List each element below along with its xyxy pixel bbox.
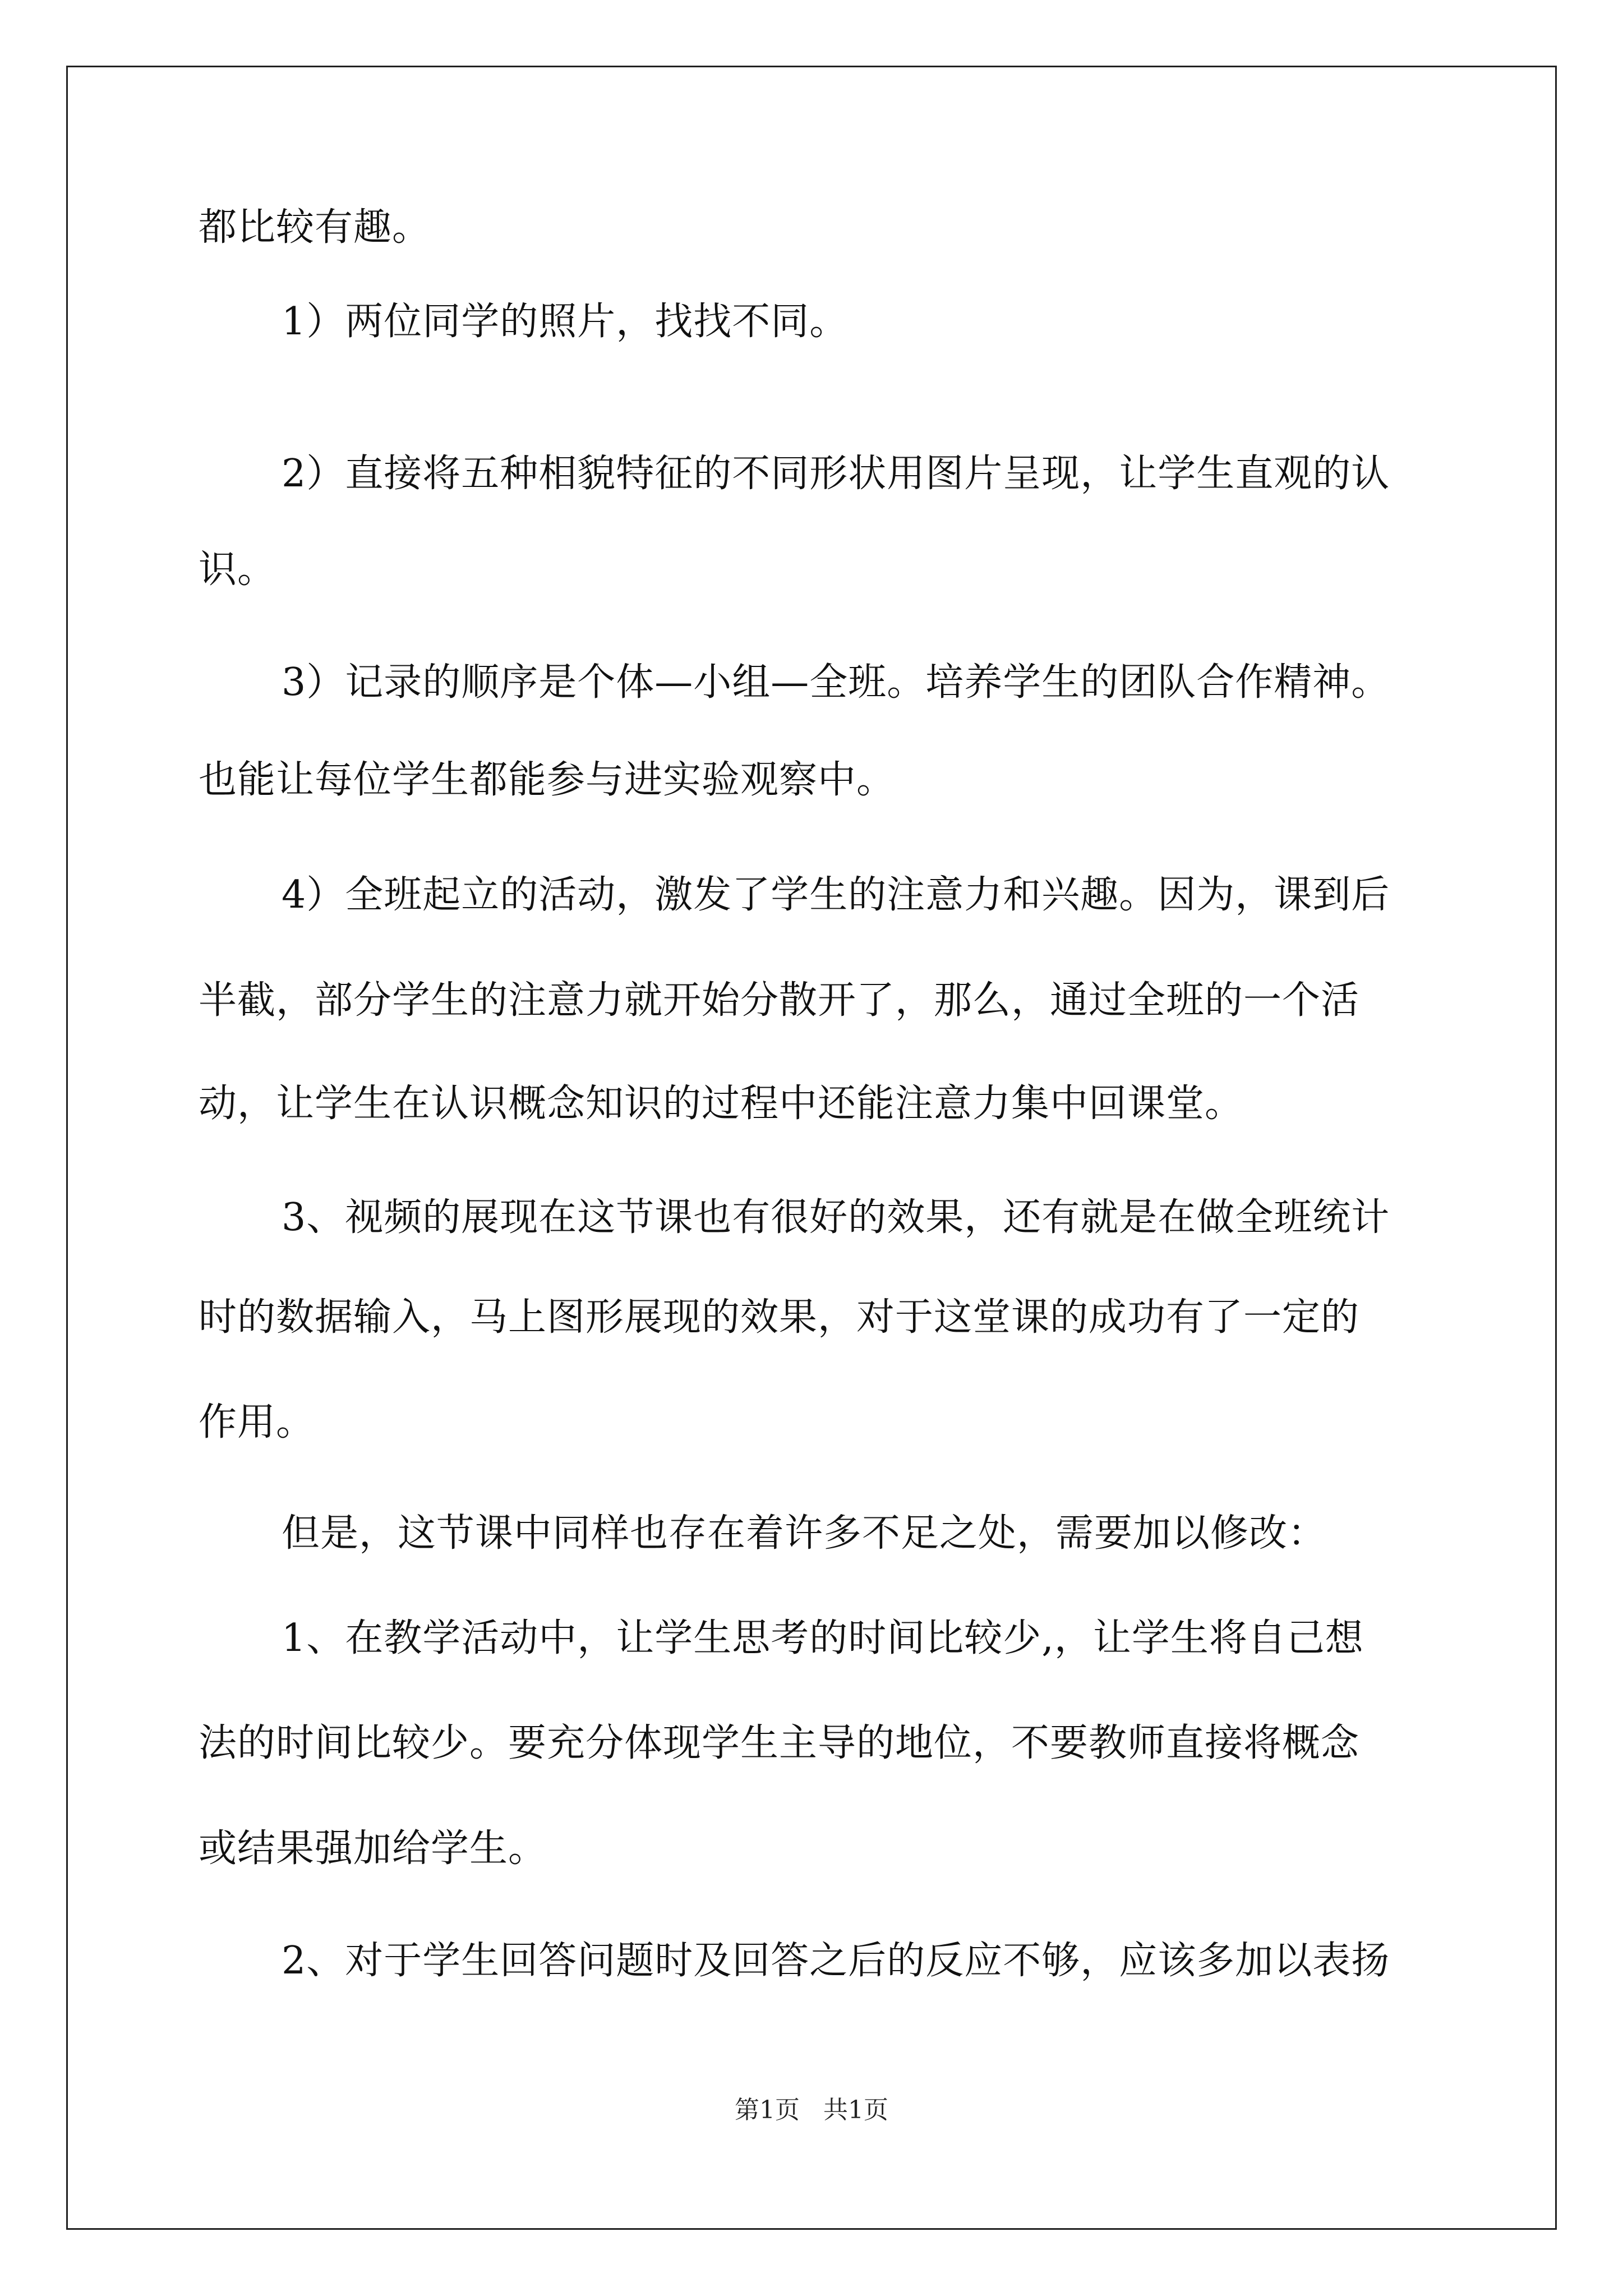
text-line-13: 但是，这节课中同样也存在着许多不足之处，需要加以修改： — [282, 1511, 1327, 1556]
text-line-1: 都比较有趣。 — [199, 205, 431, 250]
text-line-6: 也能让每位学生都能参与进实验观察中。 — [199, 758, 896, 802]
text-line-11: 时的数据输入，马上图形展现的效果，对于这堂课的成功有了一定的 — [199, 1295, 1360, 1340]
text-line-10: 3、视频的展现在这节课也有很好的效果，还有就是在做全班统计 — [282, 1195, 1390, 1240]
page-number-footer: 第1页 共1页 — [735, 2096, 888, 2124]
text-line-16: 或结果强加给学生。 — [199, 1826, 547, 1871]
page-border — [66, 66, 1557, 2230]
text-line-8: 半截，部分学生的注意力就开始分散开了，那么，通过全班的一个活 — [199, 978, 1360, 1023]
text-line-5: 3）记录的顺序是个体—小组—全班。培养学生的团队合作精神。 — [282, 660, 1390, 705]
text-line-7: 4）全班起立的活动，激发了学生的注意力和兴趣。因为，课到后 — [282, 873, 1390, 917]
text-line-9: 动，让学生在认识概念知识的过程中还能注意力集中回课堂。 — [199, 1082, 1244, 1126]
text-line-15: 法的时间比较少。要充分体现学生主导的地位，不要教师直接将概念 — [199, 1721, 1360, 1765]
text-line-12: 作用。 — [199, 1400, 315, 1444]
text-line-4: 识。 — [199, 547, 276, 592]
text-line-3: 2）直接将五种相貌特征的不同形状用图片呈现，让学生直观的认 — [282, 452, 1390, 496]
text-line-14: 1、在教学活动中，让学生思考的时间比较少,，让学生将自己想 — [282, 1616, 1364, 1660]
text-line-17: 2、对于学生回答问题时及回答之后的反应不够，应该多加以表扬 — [282, 1939, 1390, 1983]
text-line-2: 1）两位同学的照片，找找不同。 — [282, 300, 849, 344]
